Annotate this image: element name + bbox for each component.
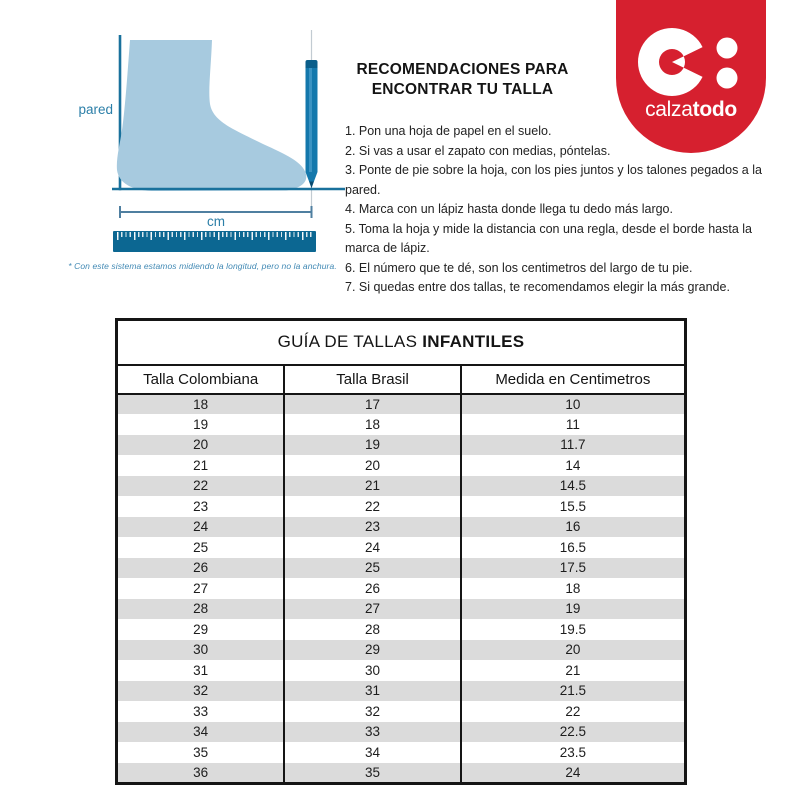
table-row xyxy=(117,619,686,640)
cell-talla-colombiana: 36 xyxy=(117,763,285,784)
cell-talla-colombiana: 22 xyxy=(117,476,285,497)
recommendation-item: 6. El número que te dé, son los centimetros del largo de tu pie. xyxy=(345,260,693,275)
cell-talla-colombiana: 34 xyxy=(117,722,285,743)
table-row xyxy=(117,496,686,517)
cell-medida-cm: 23.5 xyxy=(559,744,586,760)
cell-medida-cm: 21 xyxy=(565,662,581,678)
cell-talla-brasil: 23 xyxy=(284,517,460,538)
cell-medida-cm: 20 xyxy=(461,640,686,661)
cell-talla-brasil: 29 xyxy=(284,640,460,661)
cell-talla-colombiana: 23 xyxy=(117,496,285,517)
cell-talla-brasil: 31 xyxy=(284,681,460,702)
cell-talla-brasil: 21 xyxy=(284,476,460,497)
table-row xyxy=(117,537,686,558)
measuring-footnote: * Con este sistema estamos midiendo la longitud, pero no la anchura. xyxy=(68,261,337,271)
table-row xyxy=(117,435,686,456)
recommendation-item: 5. Toma la hoja y mide la distancia con una regla, desde el borde hasta la marca de lápiz. xyxy=(345,221,752,255)
recommendation-item: 1. Pon una hoja de papel en el suelo. xyxy=(345,124,552,138)
size-table-header-row xyxy=(117,365,686,394)
cell-talla-brasil: 34 xyxy=(284,742,460,763)
size-table-title xyxy=(117,320,686,365)
calzatodo-logo-badge xyxy=(616,0,766,153)
table-row xyxy=(117,640,686,661)
cell-talla-colombiana: 18 xyxy=(117,394,285,415)
recommendations-title-line1: RECOMENDACIONES PARA xyxy=(356,61,569,78)
cell-talla-brasil: 25 xyxy=(284,558,460,579)
table-row xyxy=(117,455,686,476)
table-row xyxy=(117,660,686,681)
cell-talla-colombiana: 32 xyxy=(117,681,285,702)
cell-talla-brasil: 24 xyxy=(284,537,460,558)
table-row xyxy=(117,701,686,722)
cell-medida-cm: 14 xyxy=(565,457,581,473)
cell-talla-colombiana: 30 xyxy=(117,640,285,661)
cell-medida-cm: 11.7 xyxy=(461,435,686,456)
table-row xyxy=(117,414,686,435)
cell-talla-brasil: 22 xyxy=(284,496,460,517)
cell-talla-brasil: 20 xyxy=(284,455,460,476)
cell-medida-cm: 24 xyxy=(461,763,686,784)
table-row xyxy=(117,599,686,620)
table-row xyxy=(117,722,686,743)
cell-medida-cm: 22.5 xyxy=(461,722,686,743)
calzatodo-c-icon xyxy=(634,22,754,102)
cm-label: cm xyxy=(207,214,225,229)
cell-talla-colombiana: 31 xyxy=(117,660,285,681)
wordmark-calza: calza xyxy=(645,98,693,121)
table-row xyxy=(117,763,686,784)
table-row xyxy=(117,517,686,538)
ruler-major-ticks xyxy=(117,232,312,240)
cell-medida-cm: 14.5 xyxy=(461,476,686,497)
ruler-icon xyxy=(113,231,316,252)
cell-medida-cm: 18 xyxy=(565,580,581,596)
cell-talla-colombiana: 35 xyxy=(117,742,285,763)
cell-medida-cm: 17.5 xyxy=(461,558,686,579)
cell-medida-cm: 21.5 xyxy=(461,681,686,702)
size-table-title-regular: GUÍA DE TALLAS xyxy=(277,332,423,352)
cell-talla-brasil: 28 xyxy=(284,619,460,640)
calzatodo-wordmark xyxy=(616,98,766,122)
cell-talla-colombiana: 28 xyxy=(117,599,285,620)
table-row xyxy=(117,578,686,599)
col-header-talla-brasil: Talla Brasil xyxy=(284,365,460,394)
col-header-medida-cm: Medida en Centimetros xyxy=(461,365,686,394)
cell-medida-cm: 11 xyxy=(565,416,580,432)
table-row xyxy=(117,394,686,415)
table-row xyxy=(117,742,686,763)
cell-talla-colombiana: 24 xyxy=(117,517,285,538)
cell-talla-brasil: 33 xyxy=(284,722,460,743)
cell-medida-cm: 22 xyxy=(565,703,581,719)
size-table xyxy=(115,318,687,785)
size-table-body xyxy=(117,394,686,784)
pencil-icon xyxy=(306,60,318,188)
cell-talla-colombiana: 29 xyxy=(117,619,285,640)
wordmark-todo: todo xyxy=(692,98,737,121)
cell-medida-cm: 16 xyxy=(461,517,686,538)
cell-talla-colombiana: 19 xyxy=(117,414,285,435)
wall-label: pared xyxy=(78,102,113,117)
table-row xyxy=(117,681,686,702)
cell-talla-colombiana: 27 xyxy=(117,578,285,599)
cell-talla-colombiana: 21 xyxy=(117,455,285,476)
cell-talla-colombiana: 25 xyxy=(117,537,285,558)
size-table-title-row xyxy=(117,320,686,365)
cell-talla-brasil: 17 xyxy=(284,394,460,415)
col-header-talla-colombiana: Talla Colombiana xyxy=(117,365,285,394)
table-row xyxy=(117,476,686,497)
recommendation-item: 7. Si quedas entre dos tallas, te recomendamos elegir la más grande. xyxy=(345,280,730,294)
cell-medida-cm: 10 xyxy=(461,394,686,415)
cell-medida-cm: 16.5 xyxy=(559,539,586,555)
recommendations-title xyxy=(345,60,580,100)
cell-medida-cm: 19 xyxy=(461,599,686,620)
cell-talla-brasil: 32 xyxy=(284,701,460,722)
cell-talla-brasil: 18 xyxy=(284,414,460,435)
recommendation-item: 2. Si vas a usar el zapato con medias, póntelas. xyxy=(345,143,611,158)
cell-talla-brasil: 27 xyxy=(284,599,460,620)
foot-shape xyxy=(117,40,306,191)
cell-talla-colombiana: 33 xyxy=(117,701,285,722)
recommendation-item: 4. Marca con un lápiz hasta donde llega tu dedo más largo. xyxy=(345,202,673,216)
recommendation-item: 3. Ponte de pie sobre la hoja, con los pies juntos y los talones pegados a la pared. xyxy=(345,163,762,197)
table-row xyxy=(117,558,686,579)
cell-talla-brasil: 30 xyxy=(284,660,460,681)
foot-measuring-diagram xyxy=(60,22,345,222)
cell-talla-colombiana: 26 xyxy=(117,558,285,579)
cell-talla-colombiana: 20 xyxy=(117,435,285,456)
cell-talla-brasil: 19 xyxy=(284,435,460,456)
cell-medida-cm: 15.5 xyxy=(559,498,586,514)
cell-talla-brasil: 35 xyxy=(284,763,460,784)
size-table-title-bold: INFANTILES xyxy=(422,332,525,352)
cell-talla-brasil: 26 xyxy=(284,578,460,599)
recommendations-title-line2: ENCONTRAR TU TALLA xyxy=(371,81,554,99)
cell-medida-cm: 19.5 xyxy=(559,621,586,637)
